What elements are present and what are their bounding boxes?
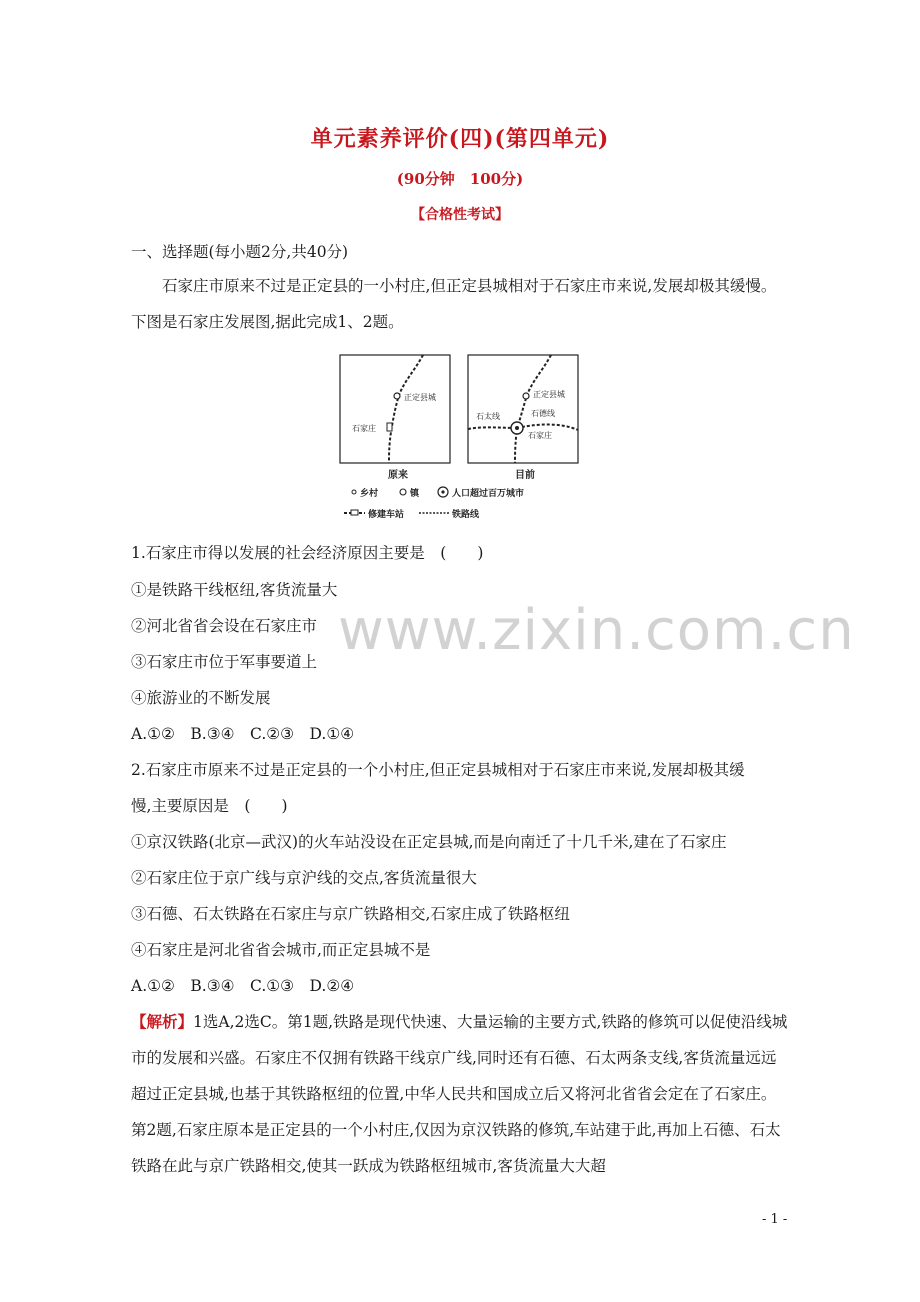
legend-town-label: 镇 bbox=[410, 489, 420, 499]
development-map-figure bbox=[335, 350, 585, 526]
question-2-choices: A.①② B.③④ C.①③ D.②④ bbox=[131, 977, 355, 995]
legend-city-dot bbox=[441, 490, 444, 493]
town-marker-zhengding-left bbox=[394, 393, 400, 399]
page-title: 单元素养评价(四)(第四单元) bbox=[310, 126, 610, 152]
caption-before: 原来 bbox=[388, 470, 408, 481]
analysis-paragraph bbox=[131, 1004, 791, 1184]
question-2-option: ④石家庄是河北省省会城市,而正定县城不是 bbox=[131, 941, 431, 959]
question-1-option: ④旅游业的不断发展 bbox=[131, 689, 271, 707]
question-2-option: ③石德、石太铁路在石家庄与京广铁路相交,石家庄成了铁路枢纽 bbox=[131, 905, 570, 923]
exam-type-tag: 【合格性考试】 bbox=[411, 207, 509, 223]
label-shitai: 石太线 bbox=[476, 412, 500, 421]
legend-station-icon bbox=[351, 510, 358, 515]
caption-now: 目前 bbox=[515, 470, 535, 481]
section-heading: 一、选择题(每小题2分,共40分) bbox=[131, 243, 349, 261]
question-1-choices: A.①② B.③④ C.②③ D.①④ bbox=[131, 725, 355, 743]
page-number: - 1 - bbox=[762, 1212, 788, 1227]
label-zhengding-left: 正定县城 bbox=[404, 393, 436, 402]
legend-railway-label: 铁路线 bbox=[452, 510, 480, 520]
intro-paragraph: 石家庄市原来不过是正定县的一小村庄,但正定县城相对于石家庄市来说,发展却极其缓慢。下图是石家庄发展图,据此完成1、2题。 bbox=[131, 277, 777, 331]
label-shijiazhuang-right: 石家庄 bbox=[528, 431, 552, 440]
question-2-option: ①京汉铁路(北京—武汉)的火车站没设在正定县城,而是向南迁了十几千米,建在了石家庄 bbox=[131, 833, 727, 851]
analysis-text: 1选A,2选C。第1题,铁路是现代快速、大量运输的主要方式,铁路的修筑可以促使沿线城市的发展和兴盛。石家庄不仅拥有铁路干线京广线,同时还有石德、石太两条支线,客货流量远远超过正定县城,也基于其铁路枢纽的位置,中华人民共和国成立后又将河北省省会定在了石家庄。第2题,石家庄原本是正定县的一个小村庄,仅因为京汉铁路的修筑,车站建于此,再加上石德、石太铁路在此与京广铁路相交,使其一跃成为铁路枢纽城市,客货流量大大超 bbox=[131, 1013, 788, 1175]
city-marker-dot bbox=[515, 426, 519, 430]
question-2-stem-line-1: 2.石家庄市原来不过是正定县的一个小村庄,但正定县城相对于石家庄市来说,发展却极其缓 bbox=[131, 761, 745, 779]
legend-town-icon bbox=[400, 489, 406, 495]
label-zhengding-right: 正定县城 bbox=[533, 390, 565, 399]
legend-village-icon bbox=[352, 490, 356, 494]
question-1-stem: 1.石家庄市得以发展的社会经济原因主要是 ( ) bbox=[131, 544, 484, 562]
exam-duration: (90分钟 100分) bbox=[396, 170, 524, 188]
station-marker-left bbox=[387, 423, 392, 431]
legend-station-label: 修建车站 bbox=[368, 510, 405, 520]
town-marker-zhengding-right bbox=[523, 393, 529, 399]
question-2-stem-line-2: 慢,主要原因是 ( ) bbox=[131, 797, 288, 815]
label-shide: 石德线 bbox=[531, 409, 555, 418]
legend-city-label: 人口超过百万城市 bbox=[452, 489, 525, 499]
question-1-option: ③石家庄市位于军事要道上 bbox=[131, 653, 318, 671]
analysis-label: 【解析】 bbox=[131, 1012, 194, 1031]
legend-village-label: 乡村 bbox=[360, 489, 379, 499]
watermark: www.zixin.com.cn bbox=[338, 598, 855, 663]
question-1-option: ①是铁路干线枢纽,客货流量大 bbox=[131, 581, 338, 599]
label-shijiazhuang-left: 石家庄 bbox=[352, 424, 376, 433]
question-1-option: ②河北省省会设在石家庄市 bbox=[131, 617, 318, 635]
question-2-option: ②石家庄位于京广线与京沪线的交点,客货流量很大 bbox=[131, 869, 477, 887]
